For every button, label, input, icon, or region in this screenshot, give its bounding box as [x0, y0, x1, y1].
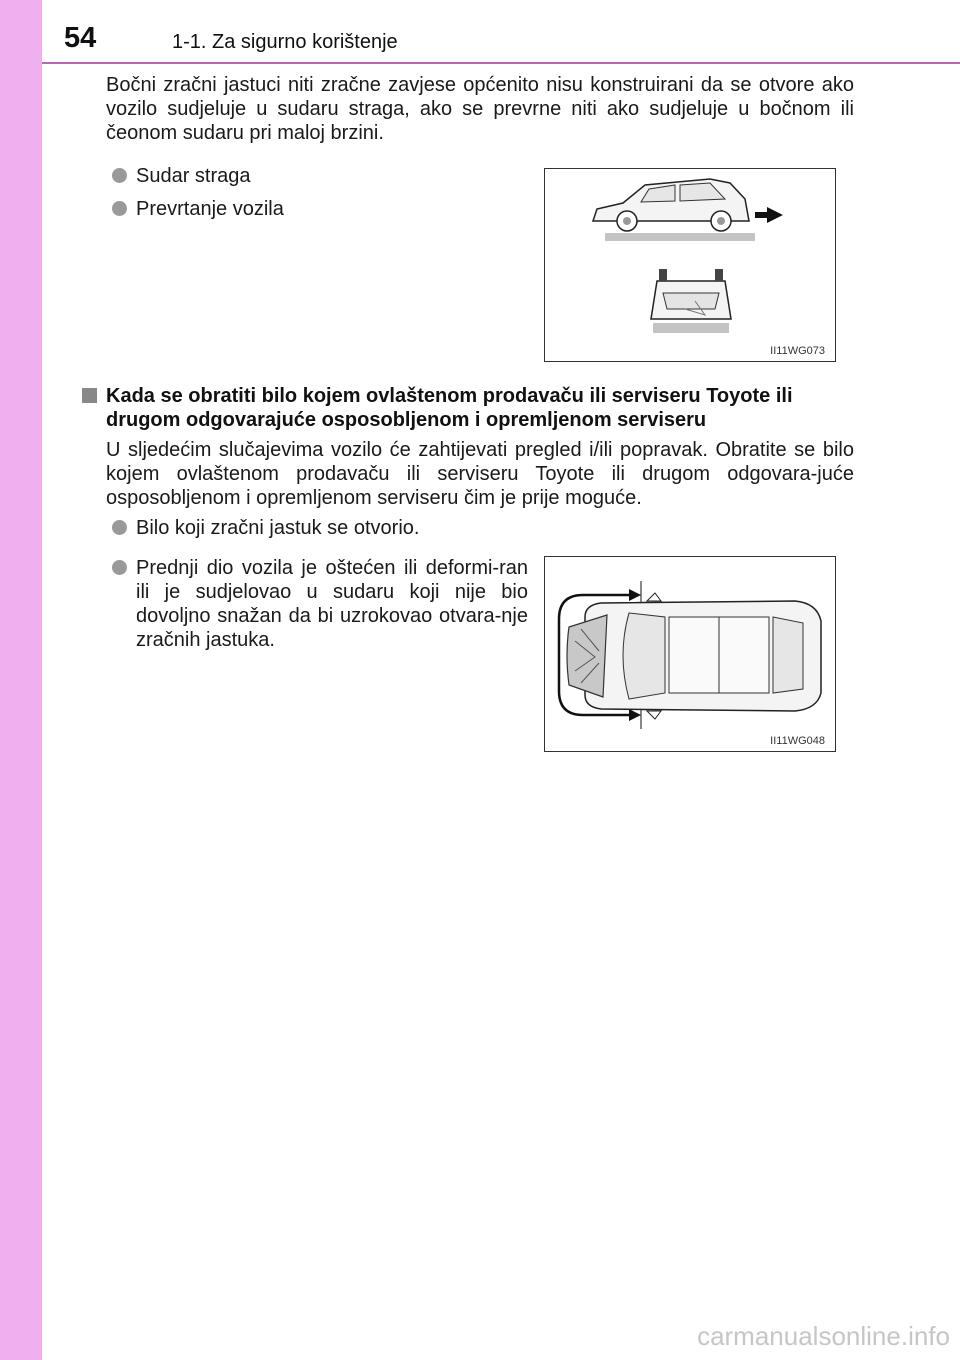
figure-rear-collision-rollover: [544, 168, 836, 362]
figure-code: II11WG073: [770, 345, 825, 357]
page-number: 54: [64, 22, 97, 54]
bullet-dot-icon: [112, 560, 127, 575]
bullet-dot-icon: [112, 201, 127, 216]
bullet-dot-icon: [112, 168, 127, 183]
bullet-item: [136, 516, 419, 540]
front-damage-car-illustration: [545, 557, 835, 751]
heading-text: Kada se obratiti bilo kojem ovlaštenom prodavaču ili serviseru Toyote ili drugom odgovarajuće osposobljenom i opremljenom serviseru: [106, 385, 793, 431]
rear-collision-car-illustration: [545, 169, 835, 361]
bullet-dot-icon: [112, 520, 127, 535]
intro-paragraph: Bočni zračni jastuci niti zračne zavjese općenito nisu konstruirani da se otvore ako vozilo sudjeluje u sudaru straga, ako se prevrne niti ako sudjeluje u bočnom ili čeonom sudaru pri maloj brzini.: [106, 74, 854, 144]
heading-square-icon: [82, 388, 97, 403]
bullet-item: [136, 556, 528, 652]
watermark: carmanualsonline.info: [697, 1321, 950, 1351]
bullet-text: Prednji dio vozila je oštećen ili deformi-ran ili je sudjelovao u sudaru koji nije bio dovoljno snažan da bi uzrokovao otvara-nje zračnih jastuka.: [136, 557, 528, 651]
bullet-text: Bilo koji zračni jastuk se otvorio.: [136, 517, 420, 539]
section-heading: [106, 384, 862, 432]
bullet-item: [136, 197, 284, 221]
section-title: 1-1. Za sigurno korištenje: [172, 31, 398, 53]
bullet-text: Prevrtanje vozila: [136, 198, 284, 220]
figure-front-damage: [544, 556, 836, 752]
header-divider: [42, 62, 960, 64]
impact-arrow-icon: [755, 207, 783, 223]
bullet-item: [136, 164, 251, 188]
heading-paragraph: U sljedećim slučajevima vozilo će zahtijevati pregled i/ili popravak. Obratite se bilo kojem ovlaštenom prodavaču ili serviseru Toyote ili drugom odgovara-juće osposobljenom i opremljenom serviseru čim je prije moguće.: [106, 439, 854, 509]
figure-code: II11WG048: [770, 735, 825, 747]
side-color-strip: [0, 0, 42, 1360]
bullet-text: Sudar straga: [136, 165, 251, 187]
